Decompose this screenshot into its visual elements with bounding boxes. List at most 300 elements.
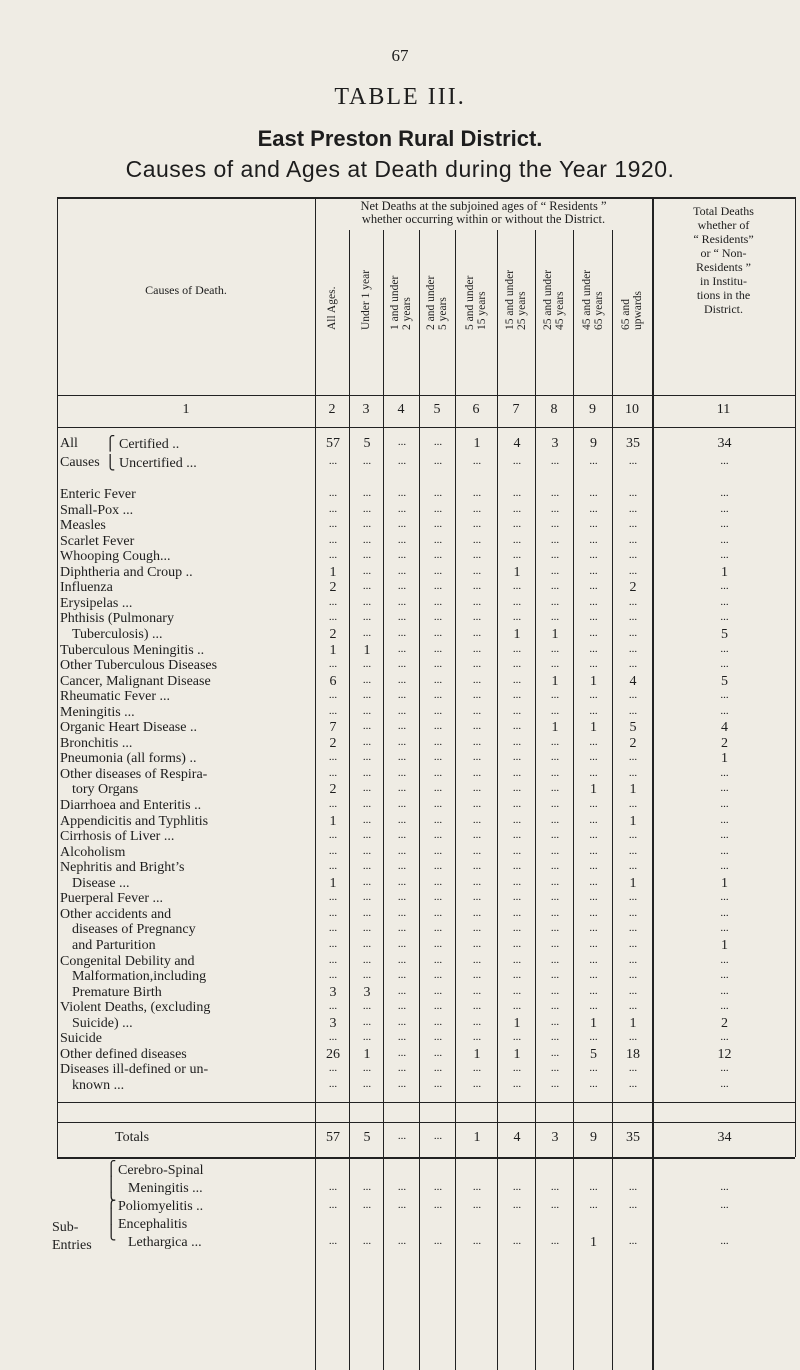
cause-row-cell: ... bbox=[720, 984, 729, 997]
all-causes-certified-cell: 34 bbox=[717, 436, 732, 451]
cause-row-cell: ... bbox=[512, 611, 522, 624]
cause-label: known ... bbox=[72, 1077, 125, 1093]
cause-row-cell: ... bbox=[512, 1062, 522, 1075]
sub-entry-row-cell: ... bbox=[328, 1235, 338, 1247]
cause-row-cell: ... bbox=[550, 798, 560, 810]
cause-row-cell: ... bbox=[433, 549, 443, 562]
cause-row-cell: ... bbox=[589, 487, 598, 499]
cause-row-cell: 1 bbox=[329, 642, 337, 658]
cause-row-cell: ... bbox=[472, 984, 482, 997]
cause-row-cell: ... bbox=[720, 704, 729, 717]
cause-row-cell: ... bbox=[720, 1031, 729, 1044]
cause-row-cell: 2 bbox=[329, 626, 337, 642]
cause-row-cell: ... bbox=[472, 580, 482, 593]
cause-row-cell: ... bbox=[362, 953, 372, 966]
cause-row-cell: ... bbox=[512, 720, 522, 733]
cause-row-cell: 1 bbox=[329, 564, 337, 580]
cause-row-cell: ... bbox=[589, 813, 598, 826]
cause-row-cell: ... bbox=[589, 626, 598, 639]
cause-row-cell: ... bbox=[397, 1077, 407, 1090]
cause-row-cell: ... bbox=[550, 735, 560, 748]
column-number: 1 bbox=[182, 402, 190, 417]
cause-row-cell: ... bbox=[362, 906, 372, 919]
cause-row-cell: ... bbox=[628, 891, 638, 904]
cause-row-cell: ... bbox=[397, 906, 407, 919]
cause-row-cell: ... bbox=[397, 564, 407, 577]
age-column-header: 25 and under 45 years bbox=[542, 269, 566, 330]
all-causes-uncertified-cell: ... bbox=[589, 455, 598, 467]
totals-row-cell: 5 bbox=[363, 1130, 371, 1145]
cause-row-cell: ... bbox=[512, 1031, 522, 1044]
cause-row-cell: ... bbox=[362, 611, 372, 624]
cause-label: Bronchitis ... bbox=[60, 735, 133, 751]
cause-row-cell: ... bbox=[589, 518, 598, 531]
cause-label: Enteric Fever bbox=[60, 487, 136, 502]
column-number: 7 bbox=[512, 402, 520, 417]
cause-row-cell: ... bbox=[328, 658, 338, 671]
column-number: 9 bbox=[589, 402, 596, 417]
cause-row-cell: ... bbox=[433, 782, 443, 795]
cause-row-cell: ... bbox=[550, 984, 560, 997]
cause-row-cell: ... bbox=[472, 906, 482, 919]
sub-entries-brace: ⎧ ⎪ ⎬ ⎪ ⎩ bbox=[106, 1162, 117, 1241]
cause-row-cell: ... bbox=[720, 502, 729, 515]
cause-row-cell: ... bbox=[362, 1031, 372, 1044]
cause-row-cell: ... bbox=[512, 658, 522, 671]
cause-row-cell: 1 bbox=[721, 751, 728, 767]
cause-row-cell: ... bbox=[472, 704, 482, 717]
cause-row-cell: ... bbox=[628, 487, 638, 499]
cause-row-cell: ... bbox=[433, 689, 443, 702]
cause-row-cell: ... bbox=[362, 891, 372, 904]
cause-row-cell: ... bbox=[589, 953, 598, 966]
age-column-header: 65 and upwards bbox=[620, 291, 644, 330]
cause-row-cell: ... bbox=[362, 875, 372, 888]
cause-row-cell: ... bbox=[328, 487, 338, 499]
cause-row-cell: ... bbox=[472, 549, 482, 562]
cause-row-cell: ... bbox=[589, 595, 598, 608]
cause-row-cell: ... bbox=[550, 906, 560, 919]
table-left-rule bbox=[57, 197, 58, 1157]
cause-row-cell: ... bbox=[512, 906, 522, 919]
cause-row-cell: ... bbox=[433, 533, 443, 546]
cause-row-cell: ... bbox=[550, 844, 560, 857]
age-column-header: 1 and under 2 years bbox=[389, 275, 413, 330]
cause-row-cell: ... bbox=[550, 549, 560, 562]
cause-row-cell: 1 bbox=[513, 1046, 521, 1062]
all-causes-certified-cell: 35 bbox=[626, 436, 640, 451]
cause-row-cell: ... bbox=[550, 502, 560, 515]
cause-label: diseases of Pregnancy bbox=[72, 922, 196, 938]
sub-entry-row-cell: ... bbox=[628, 1199, 638, 1211]
cause-row-cell: ... bbox=[433, 1015, 443, 1028]
cause-label: Other diseases of Respira- bbox=[60, 766, 208, 782]
cause-row-cell: ... bbox=[328, 611, 338, 624]
cause-row-cell: ... bbox=[512, 518, 522, 531]
cause-label: Violent Deaths, (excluding bbox=[60, 1000, 211, 1016]
cause-row-cell: ... bbox=[433, 580, 443, 593]
cause-row-cell: 26 bbox=[326, 1046, 340, 1062]
cause-row-cell: ... bbox=[720, 798, 729, 810]
sub-entry-row-cell: ... bbox=[550, 1235, 560, 1247]
cause-row-cell: ... bbox=[589, 689, 598, 702]
cause-label: Whooping Cough... bbox=[60, 549, 171, 565]
sub-entry-row-cell: ... bbox=[589, 1181, 598, 1193]
cause-row-cell: ... bbox=[589, 533, 598, 546]
all-causes-label: All bbox=[60, 436, 78, 451]
cause-row-cell: ... bbox=[550, 564, 560, 577]
cause-row-cell: ... bbox=[433, 766, 443, 779]
cause-row-cell: ... bbox=[472, 720, 482, 733]
cause-row-cell: ... bbox=[362, 766, 372, 779]
cause-row-cell: ... bbox=[397, 689, 407, 702]
cause-row-cell: ... bbox=[589, 1062, 598, 1075]
cause-row-cell: ... bbox=[628, 969, 638, 982]
cause-row-cell: 2 bbox=[721, 1015, 728, 1031]
cause-row-cell: ... bbox=[397, 1046, 407, 1059]
cause-row-cell: ... bbox=[550, 751, 560, 764]
cause-row-cell: ... bbox=[512, 704, 522, 717]
cause-row-cell: ... bbox=[589, 829, 598, 842]
uncertified-label: ⎩ Uncertified ... bbox=[105, 456, 197, 471]
cause-row-cell: ... bbox=[512, 891, 522, 904]
totals-row-cell: 4 bbox=[513, 1130, 521, 1145]
cause-row-cell: ... bbox=[328, 798, 338, 810]
cause-row-cell: ... bbox=[433, 984, 443, 997]
cause-row-cell: ... bbox=[328, 844, 338, 857]
cause-row-cell: ... bbox=[397, 829, 407, 842]
sub-entry-label: Lethargica ... bbox=[128, 1235, 202, 1250]
cause-row-cell: ... bbox=[589, 798, 598, 810]
cause-label: Influenza bbox=[60, 580, 113, 596]
cause-row-cell: ... bbox=[328, 906, 338, 919]
cause-label: Measles bbox=[60, 518, 106, 534]
cause-row-cell: ... bbox=[362, 549, 372, 562]
sub-entry-row-cell: ... bbox=[720, 1181, 729, 1193]
cause-row-cell: ... bbox=[328, 1000, 338, 1013]
cause-row-cell: ... bbox=[512, 782, 522, 795]
cause-row-cell: ... bbox=[397, 487, 407, 499]
cause-row-cell: ... bbox=[472, 969, 482, 982]
cause-row-cell: ... bbox=[550, 595, 560, 608]
sub-entries-top-rule bbox=[57, 1157, 795, 1159]
cause-row-cell: ... bbox=[720, 860, 729, 873]
cause-row-cell: ... bbox=[550, 642, 560, 655]
cause-row-cell: 1 bbox=[473, 1046, 481, 1062]
cause-row-cell: ... bbox=[397, 518, 407, 531]
cause-label: Diseases ill-defined or un- bbox=[60, 1062, 209, 1078]
cause-row-cell: ... bbox=[362, 829, 372, 842]
cause-row-cell: ... bbox=[397, 937, 407, 950]
cause-row-cell: 1 bbox=[629, 813, 637, 829]
cause-row-cell: ... bbox=[397, 798, 407, 810]
cause-row-cell: ... bbox=[720, 595, 729, 608]
cause-label: Other accidents and bbox=[60, 906, 172, 922]
cause-row-cell: ... bbox=[628, 984, 638, 997]
all-causes-uncertified-cell: ... bbox=[328, 455, 338, 467]
cause-row-cell: 4 bbox=[629, 673, 637, 689]
cause-row-cell: ... bbox=[397, 969, 407, 982]
cause-row-cell: ... bbox=[628, 564, 638, 577]
cause-row-cell: ... bbox=[472, 798, 482, 810]
cause-row-cell: ... bbox=[472, 518, 482, 531]
cause-label: Malformation,including bbox=[72, 969, 207, 985]
cause-label: Premature Birth bbox=[72, 984, 162, 1000]
cause-row-cell: ... bbox=[720, 844, 729, 857]
cause-row-cell: ... bbox=[628, 642, 638, 655]
cause-row-cell: ... bbox=[472, 533, 482, 546]
cause-row-cell: 6 bbox=[329, 673, 337, 689]
cause-row-cell: ... bbox=[628, 953, 638, 966]
cause-row-cell: ... bbox=[720, 689, 729, 702]
cause-label: Tuberculosis) ... bbox=[72, 626, 163, 642]
cause-row-cell: ... bbox=[362, 689, 372, 702]
all-causes-certified-cell: ... bbox=[397, 436, 407, 448]
cause-row-cell: ... bbox=[328, 1062, 338, 1075]
cause-row-cell: ... bbox=[720, 658, 729, 671]
cause-row-cell: ... bbox=[362, 922, 372, 935]
cause-row-cell: ... bbox=[628, 798, 638, 810]
cause-row-cell: ... bbox=[472, 766, 482, 779]
all-causes-uncertified-cell: ... bbox=[550, 455, 560, 467]
cause-row-cell: ... bbox=[433, 969, 443, 982]
cause-row-cell: 1 bbox=[513, 564, 521, 580]
causes-header: Causes of Death. bbox=[145, 283, 227, 297]
sub-entry-row-cell: ... bbox=[720, 1235, 729, 1247]
cause-row-cell: ... bbox=[362, 1015, 372, 1028]
age-column-header: 5 and under 15 years bbox=[464, 275, 488, 330]
cause-label: Diphtheria and Croup .. bbox=[60, 564, 193, 580]
cause-row-cell: ... bbox=[433, 658, 443, 671]
cause-row-cell: ... bbox=[362, 673, 372, 686]
all-causes-certified-cell: 4 bbox=[513, 436, 521, 451]
cause-row-cell: ... bbox=[472, 860, 482, 873]
cause-row-cell: ... bbox=[397, 751, 407, 764]
district-heading: East Preston Rural District. bbox=[257, 126, 543, 151]
cause-row-cell: ... bbox=[720, 922, 729, 935]
cause-row-cell: ... bbox=[472, 642, 482, 655]
header-bottom-rule bbox=[57, 395, 795, 396]
cause-row-cell: ... bbox=[362, 595, 372, 608]
totals-row-cell: ... bbox=[397, 1130, 407, 1142]
cause-row-cell: ... bbox=[628, 533, 638, 546]
cause-row-cell: ... bbox=[397, 658, 407, 671]
cause-row-cell: ... bbox=[397, 580, 407, 593]
cause-row-cell: ... bbox=[512, 953, 522, 966]
cause-row-cell: ... bbox=[472, 564, 482, 577]
all-causes-uncertified-cell: ... bbox=[628, 455, 638, 467]
all-causes-certified-cell: ... bbox=[433, 436, 443, 448]
cause-row-cell: ... bbox=[433, 1000, 443, 1013]
all-causes-uncertified-cell: ... bbox=[362, 455, 372, 467]
sub-entry-row-cell: ... bbox=[512, 1181, 522, 1193]
cause-row-cell: ... bbox=[362, 1062, 372, 1075]
total-deaths-header: Total Deaths whether of “ Residents” or “ Non- Residents ” in Institu- tions in the District. bbox=[693, 204, 754, 316]
cause-row-cell: ... bbox=[397, 720, 407, 733]
cause-row-cell: ... bbox=[433, 518, 443, 531]
cause-row-cell: ... bbox=[397, 673, 407, 686]
cause-row-cell: ... bbox=[472, 953, 482, 966]
cause-row-cell: ... bbox=[512, 922, 522, 935]
cause-row-cell: ... bbox=[362, 735, 372, 748]
cause-row-cell: ... bbox=[550, 953, 560, 966]
cause-row-cell: ... bbox=[512, 595, 522, 608]
cause-row-cell: ... bbox=[472, 595, 482, 608]
sub-entry-row-cell: ... bbox=[433, 1181, 443, 1193]
cause-row-cell: 1 bbox=[590, 673, 597, 689]
cause-row-cell: ... bbox=[472, 658, 482, 671]
cause-row-cell: ... bbox=[397, 1015, 407, 1028]
cause-row-cell: ... bbox=[362, 502, 372, 515]
cause-row-cell: 2 bbox=[721, 735, 728, 751]
cause-row-cell: ... bbox=[720, 1077, 729, 1090]
age-column-header: 2 and under 5 years bbox=[425, 275, 449, 330]
all-causes-uncertified-cell: ... bbox=[720, 455, 729, 467]
cause-row-cell: ... bbox=[433, 626, 443, 639]
cause-row-cell: ... bbox=[628, 844, 638, 857]
sub-entry-row-cell: ... bbox=[472, 1199, 482, 1211]
cause-row-cell: ... bbox=[433, 937, 443, 950]
cause-row-cell: 1 bbox=[629, 782, 637, 798]
cause-row-cell: ... bbox=[720, 533, 729, 546]
cause-label: Other defined diseases bbox=[60, 1046, 187, 1062]
cause-label: Alcoholism bbox=[60, 844, 126, 860]
table-subtitle: Causes of and Ages at Death during the Year 1920. bbox=[125, 156, 675, 182]
cause-row-cell: ... bbox=[589, 937, 598, 950]
cause-row-cell: ... bbox=[720, 518, 729, 531]
cause-row-cell: ... bbox=[589, 611, 598, 624]
totals-row-cell: ... bbox=[433, 1130, 443, 1142]
column-number: 3 bbox=[362, 402, 370, 417]
cause-row-cell: ... bbox=[628, 502, 638, 515]
cause-label: and Parturition bbox=[72, 937, 156, 953]
cause-row-cell: ... bbox=[512, 1000, 522, 1013]
cause-row-cell: ... bbox=[628, 704, 638, 717]
sub-entry-row-cell: ... bbox=[397, 1199, 407, 1211]
column-number: 6 bbox=[472, 402, 480, 417]
cause-row-cell: ... bbox=[328, 533, 338, 546]
totals-row-cell: 1 bbox=[473, 1130, 481, 1145]
cause-row-cell: 1 bbox=[590, 720, 597, 736]
page-number: 67 bbox=[391, 46, 409, 65]
sub-entry-row-cell: ... bbox=[550, 1199, 560, 1211]
cause-row-cell: ... bbox=[362, 658, 372, 671]
cause-row-cell: ... bbox=[328, 595, 338, 608]
cause-label: Cirrhosis of Liver ... bbox=[60, 829, 175, 845]
age-column-header: 45 and under 65 years bbox=[580, 269, 605, 330]
cause-row-cell: ... bbox=[720, 611, 729, 624]
cause-row-cell: 1 bbox=[513, 626, 521, 642]
sub-entries-label: Sub- bbox=[52, 1220, 79, 1235]
cause-row-cell: ... bbox=[589, 751, 598, 764]
sub-entry-row-cell: ... bbox=[433, 1235, 443, 1247]
cause-row-cell: ... bbox=[362, 533, 372, 546]
column-number: 11 bbox=[716, 402, 731, 417]
age-column-header: 15 and under 25 years bbox=[504, 269, 528, 330]
cause-row-cell: ... bbox=[472, 1062, 482, 1075]
cause-row-cell: ... bbox=[628, 766, 638, 779]
cause-row-cell: ... bbox=[589, 1000, 598, 1013]
cause-row-cell: ... bbox=[472, 751, 482, 764]
cause-row-cell: ... bbox=[328, 502, 338, 515]
cause-row-cell: ... bbox=[472, 1015, 482, 1028]
cause-row-cell: ... bbox=[512, 735, 522, 748]
cause-row-cell: ... bbox=[472, 937, 482, 950]
cause-row-cell: ... bbox=[512, 580, 522, 593]
cause-row-cell: ... bbox=[512, 533, 522, 546]
cause-label: Scarlet Fever bbox=[60, 533, 135, 549]
cause-label: tory Organs bbox=[72, 782, 139, 798]
cause-row-cell: ... bbox=[472, 502, 482, 515]
cause-row-cell: ... bbox=[589, 844, 598, 857]
cause-row-cell: ... bbox=[628, 1077, 638, 1090]
all-causes-certified-cell: 57 bbox=[326, 436, 340, 451]
cause-row-cell: ... bbox=[512, 813, 522, 826]
totals-label: Totals bbox=[115, 1130, 150, 1145]
cause-label: Small-Pox ... bbox=[60, 502, 134, 518]
cause-label: Congenital Debility and bbox=[60, 953, 195, 969]
cause-row-cell: ... bbox=[433, 813, 443, 826]
cause-row-cell: ... bbox=[628, 860, 638, 873]
totals-divider-rule bbox=[57, 1122, 795, 1123]
all-causes-certified-cell: 1 bbox=[473, 436, 481, 451]
cause-row-cell: 2 bbox=[329, 580, 337, 596]
sub-entry-row-cell: ... bbox=[550, 1181, 560, 1193]
cause-row-cell: ... bbox=[550, 1031, 560, 1044]
sub-entry-row-cell: ... bbox=[472, 1235, 482, 1247]
cause-row-cell: ... bbox=[433, 751, 443, 764]
cause-row-cell: ... bbox=[589, 642, 598, 655]
cause-label: Other Tuberculous Diseases bbox=[60, 658, 218, 674]
net-deaths-header: Net Deaths at the subjoined ages of “ Residents ” whether occurring within or without the District. bbox=[360, 199, 607, 226]
cause-row-cell: ... bbox=[512, 502, 522, 515]
cause-row-cell: 1 bbox=[721, 937, 728, 953]
cause-row-cell: ... bbox=[397, 549, 407, 562]
cause-row-cell: ... bbox=[328, 704, 338, 717]
cause-row-cell: ... bbox=[628, 518, 638, 531]
cause-row-cell: ... bbox=[472, 875, 482, 888]
cause-row-cell: ... bbox=[512, 642, 522, 655]
cause-row-cell: ... bbox=[512, 1077, 522, 1090]
cause-label: Suicide) ... bbox=[72, 1015, 133, 1031]
cause-row-cell: ... bbox=[433, 844, 443, 857]
all-causes-uncertified-cell: ... bbox=[433, 455, 443, 467]
cause-row-cell: ... bbox=[472, 1000, 482, 1013]
cause-row-cell: ... bbox=[550, 658, 560, 671]
cause-row-cell: ... bbox=[397, 704, 407, 717]
column-number: 5 bbox=[433, 402, 441, 417]
cause-label: Suicide bbox=[60, 1031, 102, 1047]
cause-row-cell: ... bbox=[628, 595, 638, 608]
cause-row-cell: ... bbox=[720, 549, 729, 562]
cause-row-cell: ... bbox=[362, 937, 372, 950]
sub-entry-row-cell: ... bbox=[328, 1199, 338, 1211]
cause-row-cell: ... bbox=[362, 487, 372, 499]
cause-row-cell: ... bbox=[589, 564, 598, 577]
cause-row-cell: ... bbox=[550, 1062, 560, 1075]
cause-row-cell: ... bbox=[397, 642, 407, 655]
cause-row-cell: ... bbox=[472, 626, 482, 639]
cause-row-cell: ... bbox=[550, 518, 560, 531]
cause-row-cell: ... bbox=[550, 860, 560, 873]
cause-row-cell: ... bbox=[720, 1062, 729, 1075]
cause-row-cell: ... bbox=[362, 1077, 372, 1090]
sub-entry-row-cell: ... bbox=[589, 1199, 598, 1211]
cause-row-cell: ... bbox=[550, 1000, 560, 1013]
cause-row-cell: ... bbox=[362, 969, 372, 982]
cause-row-cell: ... bbox=[362, 751, 372, 764]
cause-row-cell: ... bbox=[362, 626, 372, 639]
